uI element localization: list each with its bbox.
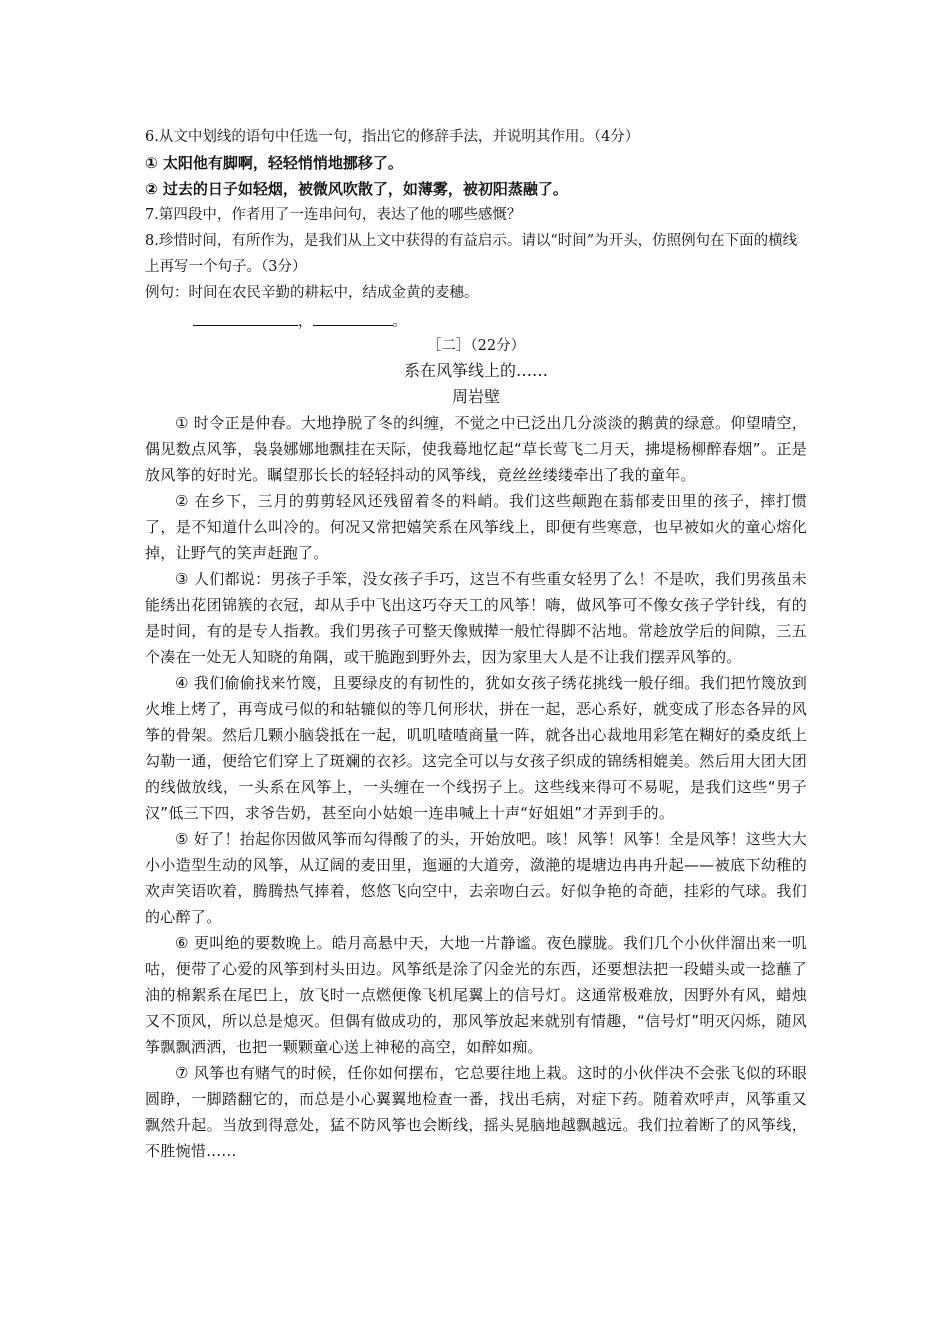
answer-blank-line [193, 310, 807, 334]
answer-blank-2 [313, 311, 393, 326]
paragraph-3: ③ 人们都说：男孩子手笨，没女孩子手巧，这岂不有些重女轻男了么！不是吹，我们男孩虽未能绣出花团锦簇的衣冠，却从手中飞出这巧夺天工的风筝！嗨，做风筝可不像女孩子学针线，有的是时间，有的是专人指教。我们男孩子可整天像贼撵一般忙得脚不沾地。常趁放学后的间隙，三五个凑在一处无人知晓的角隅，或干脆跑到野外去，因为家里大人是不让我们摆弄风筝的。 [145, 570, 807, 666]
article-author: 周岩壁 [451, 387, 500, 406]
example-sentence: 例句：时间在农民辛勤的耕耘中，结成金黄的麦穗。 [145, 285, 479, 301]
question-6-sentence-2: ② 过去的日子如轻烟，被微风吹散了，如薄雾，被初阳蒸融了。 [145, 180, 568, 198]
paragraph-1: ① 时令正是仲春。大地挣脱了冬的纠缠，不觉之中已泛出几分淡淡的鹅黄的绿意。仰望晴空，偶见数点风筝，袅袅娜娜地飘挂在天际，使我蓦地忆起“草长莺飞二月天，拂堤杨柳醉春烟”。正是放风筝的好时光。瞩望那长长的轻轻抖动的风筝线，竟丝丝缕缕牵出了我的童年。 [145, 414, 807, 484]
paragraph-6: ⑥ 更叫绝的要数晚上。皓月高悬中天，大地一片静谧。夜色朦胧。我们几个小伙伴溜出来一叽咕，便带了心爱的风筝到村头田边。风筝纸是涂了闪金光的东西，还要想法把一段蜡头或一捻蘸了油的棉絮系在尾巴上，放飞时一点燃便像飞机尾翼上的信号灯。这通常极难放，因野外有风，蜡烛又不顶风，所以总是熄灭。但偶有做成功的，那风筝放起来就别有情趣，“信号灯”明灭闪烁，随风筝飘飘洒洒，也把一颗颗童心送上神秘的高空，如醉如痴。 [145, 934, 807, 1056]
section-label: ［二］（22分） [426, 338, 526, 354]
answer-blank-1 [193, 311, 298, 326]
article-title: 系在风筝线上的…… [403, 361, 548, 380]
document-page [145, 124, 807, 1164]
question-6-sentence-1: ① 太阳他有脚啊，轻轻悄悄地挪移了。 [145, 154, 403, 172]
question-8: 8.珍惜时间，有所作为，是我们从上文中获得的有益启示。请以“时间”为开头，仿照例句在下面的横线上再写一个句子。（3分） [145, 233, 798, 275]
question-7: 7.第四段中，作者用了一连串问句，表达了他的哪些感慨？ [145, 207, 522, 223]
paragraph-4: ④ 我们偷偷找来竹篾，且要绿皮的有韧性的，犹如女孩子绣花挑线一般仔细。我们把竹篾放到火堆上烤了，再弯成弓似的和轱辘似的等几何形状，拼在一起，恶心系好，就变成了形态各异的风筝的骨架。然后几颗小脑袋抵在一起，叽叽喳喳商量一阵，就各出心裁地用彩笔在糊好的桑皮纸上勾勒一通，便给它们穿上了斑斓的衣衫。这完全可以与女孩子织成的锦绣相媲美。然后用大团大团的线做放线，一头系在风筝上，一头缠在一个线拐子上。这些线来得可不易呢，是我们这些“男子汉”低三下四，求爷告奶，甚至向小姑娘一连串喊上十声“好姐姐”才弄到手的。 [145, 674, 807, 822]
paragraph-7: ⑦ 风筝也有赌气的时候，任你如何摆布，它总要往地上栽。这时的小伙伴决不会张飞似的环眼圆睁，一脚踏翻它的，而总是小心翼翼地检查一番，找出毛病，对症下药。随着欢呼声，风筝重又飘然升起。当放到得意处，猛不防风筝也会断线，摇头晃脑地越飘越远。我们拉着断了的风筝线，不胜惋惜...... [145, 1064, 807, 1160]
paragraph-5: ⑤ 好了！抬起你因做风筝而勾得酸了的头，开始放吧。咳！风筝！风筝！全是风筝！这些大大小小造型生动的风筝，从辽阔的麦田里，迤逦的大道旁，潋滟的堤塘边冉冉升起——被底下幼稚的欢声笑语吹着，腾腾热气捧着，悠悠飞向空中，去亲吻白云。好似争艳的奇葩，挂彩的气球。我们的心醉了。 [145, 830, 807, 926]
paragraph-2: ② 在乡下，三月的剪剪轻风还残留着冬的料峭。我们这些颠跑在蓊郁麦田里的孩子，摔打惯了，是不知道什么叫冷的。何况又常把嬉笑系在风筝线上，即便有些寒意，也早被如火的童心熔化掉，让野气的笑声赶跑了。 [145, 492, 807, 562]
blank-period: 。 [392, 314, 407, 330]
question-6: 6.从文中划线的语句中任选一句，指出它的修辞手法，并说明其作用。（4分） [145, 129, 640, 145]
blank-comma: ， [298, 314, 313, 330]
